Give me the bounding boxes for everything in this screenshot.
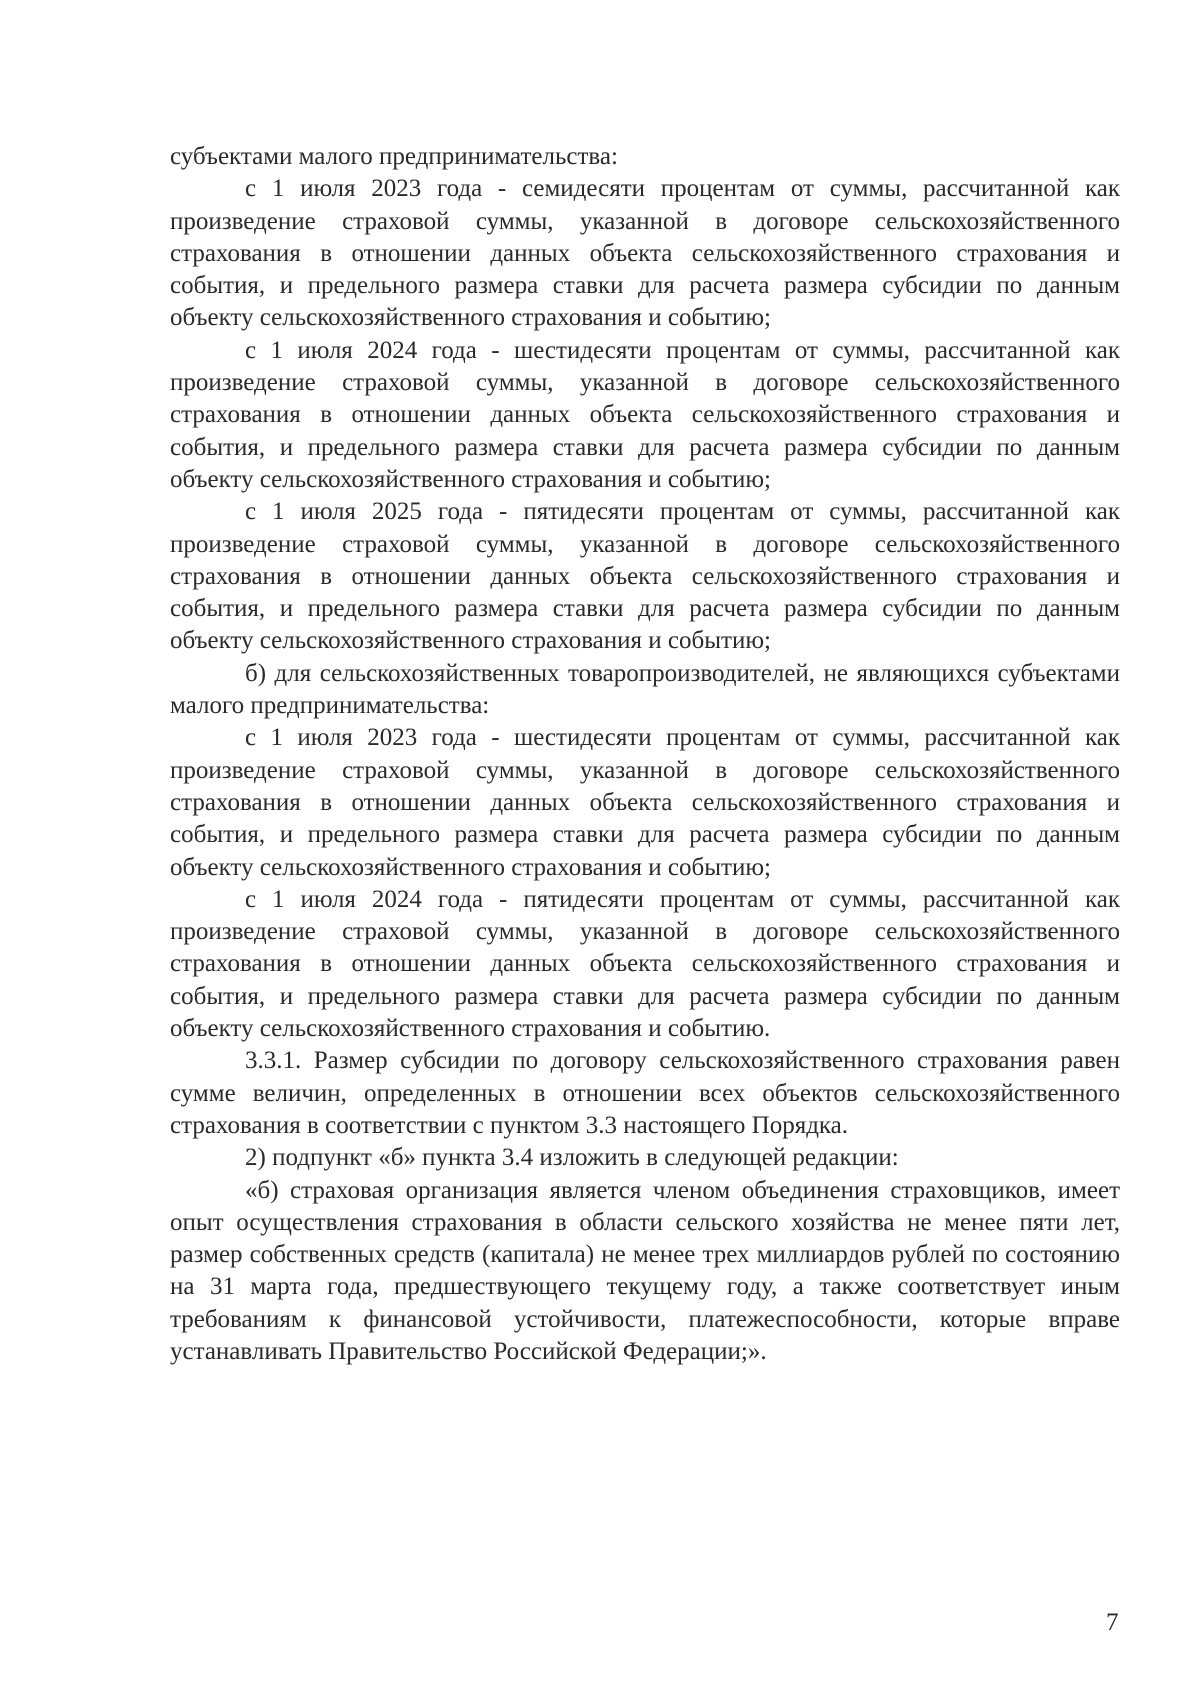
paragraph-other-2024: с 1 июля 2024 года - пятидесяти процентам от суммы, рассчитанной как произведение страховой суммы, указанной в договоре сельскохозяйственного страхования в отношении данных объекта сельскохозяйственного страхования и события, и предельного размера ставки для расчета размера субсидии по данным объекту сельскохозяйственного страхования и событию.: [170, 885, 1120, 1043]
paragraph-3-3-1: 3.3.1. Размер субсидии по договору сельскохозяйственного страхования равен сумме величин, определенных в отношении всех объектов сельскохозяйственного страхования в соответствии с пунктом 3.3 настоящего Порядка.: [170, 1047, 1120, 1139]
paragraph-amendment-2: 2) подпункт «б» пункта 3.4 изложить в следующей редакции:: [245, 1144, 899, 1172]
paragraph-new-item-b: «б) страховая организация является членом объединения страховщиков, имеет опыт осуществления страхования в области сельского хозяйства не менее пяти лет, размер собственных средств (капитала) не менее трех миллиардов рублей по состоянию на 31 марта года, предшествующего текущему году, а также соответствует иным требованиям к финансовой устойчивости, платежеспособности, которые вправе устанавливать Правительство Российской Федерации;».: [170, 1176, 1120, 1365]
paragraph-small-business-2023: с 1 июля 2023 года - семидесяти процентам от суммы, рассчитанной как произведение страховой суммы, указанной в договоре сельскохозяйственного страхования в отношении данных объекта сельскохозяйственного страхования и события, и предельного размера ставки для расчета размера субсидии по данным объекту сельскохозяйственного страхования и событию;: [170, 175, 1120, 332]
paragraph-continuation: субъектами малого предпринимательства:: [170, 143, 618, 170]
paragraph-other-2023: с 1 июля 2023 года - шестидесяти процентам от суммы, рассчитанной как произведение страховой суммы, указанной в договоре сельскохозяйственного страхования в отношении данных объекта сельскохозяйственного страхования и события, и предельного размера ставки для расчета размера субсидии по данным объекту сельскохозяйственного страхования и событию;: [170, 724, 1120, 881]
document-body: [170, 141, 1120, 1368]
paragraph-small-business-2024: с 1 июля 2024 года - шестидесяти процентам от суммы, рассчитанной как произведение страховой суммы, указанной в договоре сельскохозяйственного страхования в отношении данных объекта сельскохозяйственного страхования и события, и предельного размера ставки для расчета размера субсидии по данным объекту сельскохозяйственного страхования и событию;: [170, 336, 1120, 493]
paragraph-small-business-2025: с 1 июля 2025 года - пятидесяти процентам от суммы, рассчитанной как произведение страховой суммы, указанной в договоре сельскохозяйственного страхования в отношении данных объекта сельскохозяйственного страхования и события, и предельного размера ставки для расчета размера субсидии по данным объекту сельскохозяйственного страхования и событию;: [170, 498, 1120, 655]
page-number: 7: [1106, 1609, 1119, 1636]
paragraph-item-b: б) для сельскохозяйственных товаропроизводителей, не являющихся субъектами малого предпринимательства:: [170, 659, 1120, 720]
